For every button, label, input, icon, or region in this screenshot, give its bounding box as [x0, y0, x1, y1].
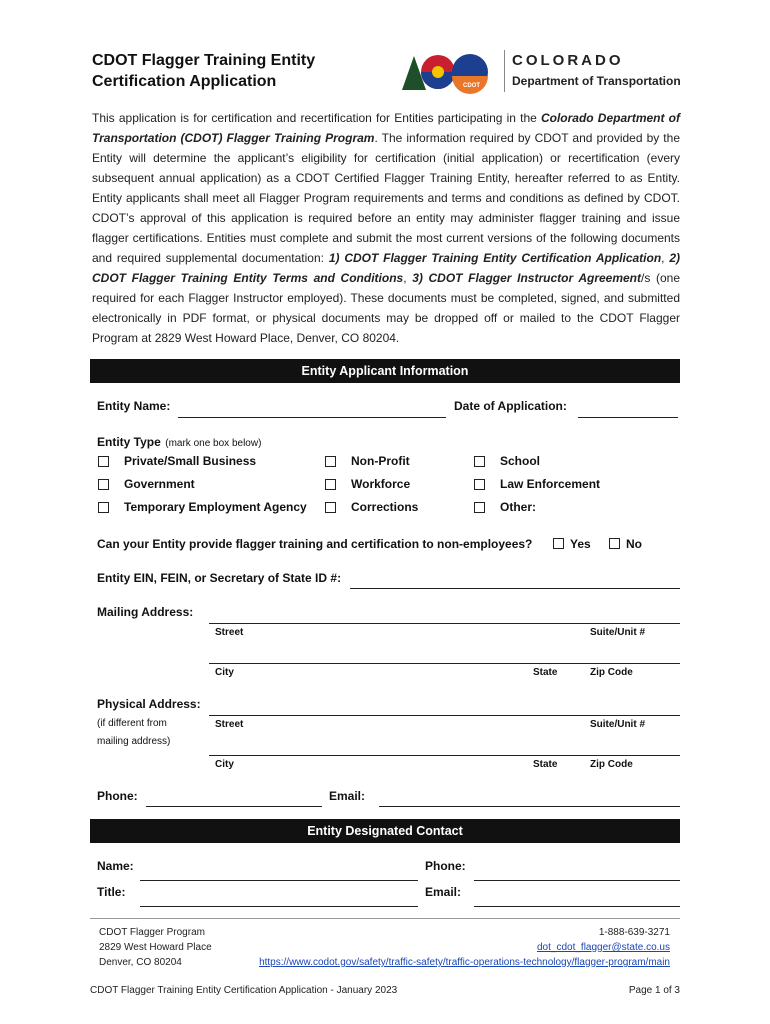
phone-label: Phone: — [97, 789, 138, 803]
physical-state-caption: State — [533, 759, 558, 770]
physical-suite-caption: Suite/Unit # — [590, 719, 646, 730]
footer-city: Denver, CO 80204 — [99, 957, 182, 968]
checkbox-yes[interactable] — [553, 538, 564, 549]
intro-bold-3: 2) CDOT Flagger Training Entity Terms and Conditions — [92, 251, 680, 285]
physical-zip-caption: Zip Code — [590, 759, 633, 770]
mailing-street-field[interactable] — [209, 623, 680, 624]
physical-city-caption: City — [215, 759, 234, 770]
logo-state-name: COLORADO — [512, 52, 624, 69]
contact-title-label: Title: — [97, 885, 126, 899]
intro-bold-2: 1) CDOT Flagger Training Entity Certification Application — [328, 251, 662, 265]
intro-paragraph — [92, 108, 680, 348]
contact-phone-field[interactable] — [474, 880, 680, 881]
email-field[interactable] — [379, 806, 680, 807]
physical-address-note-2: mailing address) — [97, 736, 171, 747]
logo-badge-text: CDOT — [463, 83, 480, 89]
option-private-small-business: Private/Small Business — [124, 454, 257, 468]
option-law-enforcement: Law Enforcement — [500, 477, 601, 491]
option-workforce: Workforce — [351, 477, 411, 491]
email-label: Email: — [329, 789, 366, 803]
intro-bold-4: 3) CDOT Flagger Instructor Agreement — [412, 271, 642, 285]
checkbox-government[interactable] — [98, 479, 109, 490]
contact-email-field[interactable] — [474, 906, 680, 907]
footer-street: 2829 West Howard Place — [99, 942, 212, 953]
checkbox-non-profit[interactable] — [325, 456, 336, 467]
footer-email-link[interactable]: dot_cdot_flagger@state.co.us — [536, 942, 670, 953]
contact-name-label: Name: — [97, 859, 134, 873]
option-government: Government — [124, 477, 195, 491]
contact-title-field[interactable] — [140, 906, 418, 907]
mailing-zip-caption: Zip Code — [590, 667, 633, 678]
section-heading-applicant: Entity Applicant Information — [90, 359, 680, 383]
entity-type-hint: (mark one box below) — [165, 438, 262, 449]
mailing-street-caption: Street — [215, 627, 244, 638]
mailing-state-caption: State — [533, 667, 558, 678]
cdot-logo — [400, 46, 690, 96]
checkbox-corrections[interactable] — [325, 502, 336, 513]
physical-street-caption: Street — [215, 719, 244, 730]
non-employees-question: Can your Entity provide flagger training and certification to non-employees? — [97, 537, 533, 551]
option-other: Other: — [500, 500, 536, 514]
option-school: School — [500, 454, 541, 468]
checkbox-other[interactable] — [474, 502, 485, 513]
phone-field[interactable] — [146, 806, 322, 807]
mailing-city-caption: City — [215, 667, 234, 678]
physical-address-label: Physical Address: — [97, 697, 201, 711]
checkbox-law-enforcement[interactable] — [474, 479, 485, 490]
title-line-1: CDOT Flagger Training Entity — [92, 52, 316, 69]
checkbox-no[interactable] — [609, 538, 620, 549]
intro-text-3: , — [661, 251, 670, 265]
colorado-mountain-icon — [400, 46, 500, 96]
ein-field[interactable] — [350, 588, 680, 589]
footer-contact — [259, 925, 670, 970]
title-line-2: Certification Application — [92, 73, 277, 90]
footer-program: CDOT Flagger Program — [99, 927, 205, 938]
contact-name-field[interactable] — [140, 880, 418, 881]
footer-address — [99, 925, 212, 970]
intro-bold-1: Colorado Department of Transportation (CDOT) Flagger Training Program — [92, 111, 680, 145]
logo-divider — [504, 50, 505, 92]
option-yes: Yes — [570, 537, 591, 551]
mailing-suite-caption: Suite/Unit # — [590, 627, 646, 638]
entity-name-field[interactable] — [178, 417, 446, 418]
contact-phone-label: Phone: — [425, 859, 466, 873]
entity-type-label: Entity Type — [97, 435, 161, 449]
intro-text-4: , — [403, 271, 413, 285]
intro-text-1: This application is for certification and recertification for Entities participating in the — [92, 111, 541, 125]
option-no: No — [626, 537, 642, 551]
document-title — [92, 50, 315, 92]
footer-divider — [90, 918, 680, 919]
ein-label: Entity EIN, FEIN, or Secretary of State ID #: — [97, 571, 342, 585]
checkbox-temporary-employment-agency[interactable] — [98, 502, 109, 513]
section-heading-contact: Entity Designated Contact — [90, 819, 680, 843]
option-temporary-employment-agency: Temporary Employment Agency — [124, 500, 307, 514]
contact-email-label: Email: — [425, 885, 462, 899]
footer-url-link[interactable]: https://www.codot.gov/safety/traffic-safety/traffic-operations-technology/flagger-program/main — [259, 957, 670, 968]
checkbox-workforce[interactable] — [325, 479, 336, 490]
date-of-application-label: Date of Application: — [454, 399, 567, 413]
intro-text-5: /s (one required for each Flagger Instructor employed). These documents must be completed, signed, and submitted electronically in PDF format, or physical documents may be dropped off or mailed to the CDOT Flagger Program at 2829 West Howard Place, Denver, CO 80204. — [92, 271, 681, 345]
date-of-application-field[interactable] — [578, 417, 678, 418]
physical-address-note-1: (if different from — [97, 718, 167, 729]
mailing-city-field[interactable] — [209, 663, 680, 664]
footer-page-number: Page 1 of 3 — [628, 985, 680, 996]
footer-document-name: CDOT Flagger Training Entity Certification Application - January 2023 — [90, 985, 398, 996]
physical-city-field[interactable] — [209, 755, 680, 756]
mailing-address-label: Mailing Address: — [97, 605, 194, 619]
checkbox-school[interactable] — [474, 456, 485, 467]
option-corrections: Corrections — [351, 500, 419, 514]
entity-type-heading — [97, 433, 261, 451]
footer-phone: 1-888-639-3271 — [598, 927, 670, 938]
option-non-profit: Non-Profit — [351, 454, 410, 468]
logo-department-name: Department of Transportation — [512, 74, 681, 88]
physical-street-field[interactable] — [209, 715, 680, 716]
checkbox-private-small-business[interactable] — [98, 456, 109, 467]
intro-text-2: . The information required by CDOT and provided by the Entity will determine the applicant’s eligibility for certification (initial application) or recertification (every subsequent annual application) as a CDOT Certified Flagger Training Entity, hereafter referred to as Entity. Entity applicants shall meet all Flagger Program requirements and terms and conditions as defined by CDOT. CDOT’s approval of this application is required before an entity may administer flagger training and issue flagger certifications. Entities must complete and submit the most current versions of the following documents and required supplemental documentation: — [92, 131, 680, 265]
entity-name-label: Entity Name: — [97, 399, 171, 413]
